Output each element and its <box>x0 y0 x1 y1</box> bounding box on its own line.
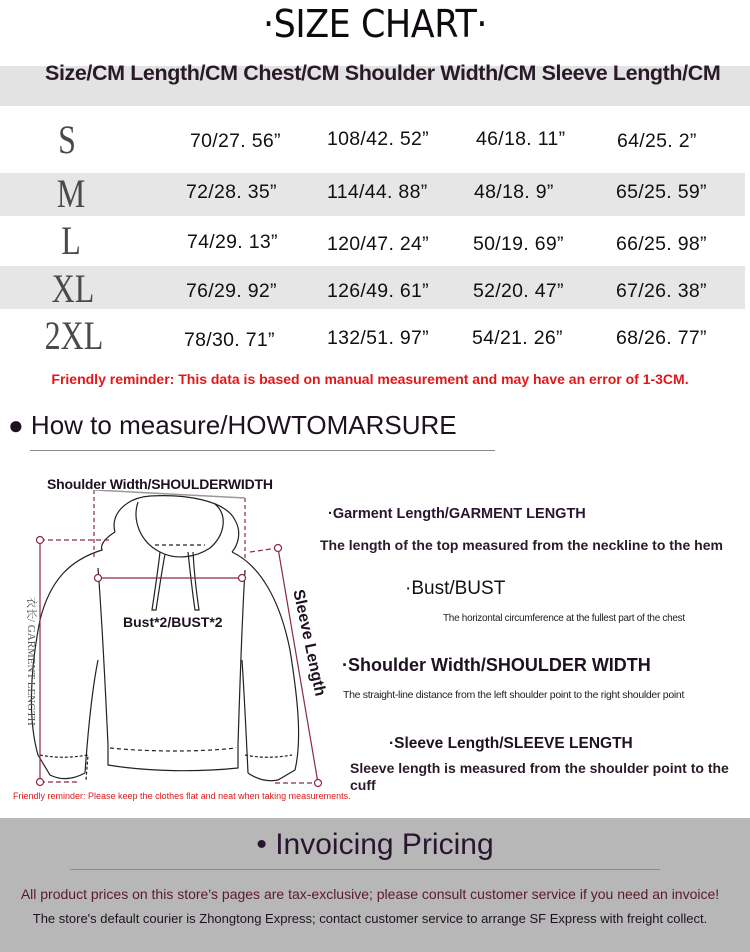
shoulder-cell: 54/21. 26” <box>472 327 563 349</box>
table-header: Size/CM Length/CM Chest/CM Shoulder Width/CM Sleeve Length/CM <box>45 61 721 85</box>
invoice-heading: • Invoicing Pricing <box>256 828 494 861</box>
chest-cell: 114/44. 88” <box>327 181 428 203</box>
measure-point <box>37 779 44 786</box>
garment-length-label: 衣长/ GARMENT LENGTH <box>25 597 37 726</box>
sleeve-cell: 66/25. 98” <box>616 233 707 255</box>
page-title: ·SIZE CHART· <box>262 2 488 46</box>
size-label: S <box>58 117 76 162</box>
length-cell: 70/27. 56” <box>190 130 281 152</box>
length-cell: 78/30. 71” <box>184 329 275 351</box>
definition-term: ·Sleeve Length/SLEEVE LENGTH <box>389 735 633 752</box>
definition-desc: The straight-line distance from the left shoulder point to the right shoulder point <box>343 689 685 701</box>
length-cell: 76/29. 92” <box>186 280 277 302</box>
chest-cell: 132/51. 97” <box>327 327 429 349</box>
howto-heading: ● How to measure/HOWTOMARSURE <box>8 410 457 440</box>
definition-term: ·Garment Length/GARMENT LENGTH <box>328 506 586 522</box>
definition-desc: The horizontal circumference at the fullest part of the chest <box>443 613 685 624</box>
length-cell: 74/29. 13” <box>187 231 278 253</box>
left-sleeve-outline <box>31 532 115 779</box>
measure-point <box>239 575 246 582</box>
invoice-note: All product prices on this store's pages are tax-exclusive; please consult customer service if you need an invoice! <box>20 886 720 902</box>
definition-term: ·Bust/BUST <box>405 578 506 599</box>
shoulder-width-label: Shoulder Width/SHOULDERWIDTH <box>47 476 273 492</box>
sleeve-cell: 65/25. 59” <box>616 181 707 203</box>
bust-label: Bust*2/BUST*2 <box>123 614 223 630</box>
invoice-divider <box>70 869 660 870</box>
hood-outline <box>114 496 239 552</box>
sleeve-cell: 64/25. 2” <box>617 130 697 152</box>
measure-point <box>95 575 102 582</box>
length-cell: 72/28. 35” <box>186 181 277 203</box>
chest-cell: 108/42. 52” <box>327 128 429 150</box>
sleeve-length-label: Sleeve Length <box>289 588 329 698</box>
size-label: XL <box>51 266 95 311</box>
shoulder-cell: 48/18. 9” <box>474 181 554 203</box>
definition-desc: Sleeve length is measured from the shoulder point to the cuff <box>350 760 729 793</box>
size-label: L <box>61 218 81 263</box>
shoulder-cell: 52/20. 47” <box>473 280 564 302</box>
size-label: M <box>56 171 86 216</box>
sleeve-cell: 67/26. 38” <box>616 280 707 302</box>
courier-note: The store's default courier is Zhongtong Express; contact customer service to arrange SF Express with freight collect. <box>32 911 708 926</box>
chest-cell: 120/47. 24” <box>327 233 429 255</box>
hoodie-diagram <box>10 490 330 795</box>
hood-opening <box>136 502 223 557</box>
size-label: 2XL <box>44 313 104 358</box>
measure-point <box>37 537 44 544</box>
measurement-reminder: Friendly reminder: This data is based on manual measurement and may have an error of 1-3CM. <box>51 371 689 387</box>
shoulder-cell: 46/18. 11” <box>476 128 566 150</box>
definition-desc: The length of the top measured from the neckline to the hem <box>320 537 723 553</box>
sleeve-cell: 68/26. 77” <box>616 327 707 349</box>
diagram-reminder: Friendly reminder: Please keep the clothes flat and neat when taking measurements. <box>13 791 351 801</box>
howto-divider <box>30 450 495 451</box>
shoulder-cell: 50/19. 69” <box>473 233 564 255</box>
chest-cell: 126/49. 61” <box>327 280 429 302</box>
measure-point <box>315 780 322 787</box>
definition-term: ·Shoulder Width/SHOULDER WIDTH <box>342 655 651 675</box>
measure-point <box>275 545 282 552</box>
